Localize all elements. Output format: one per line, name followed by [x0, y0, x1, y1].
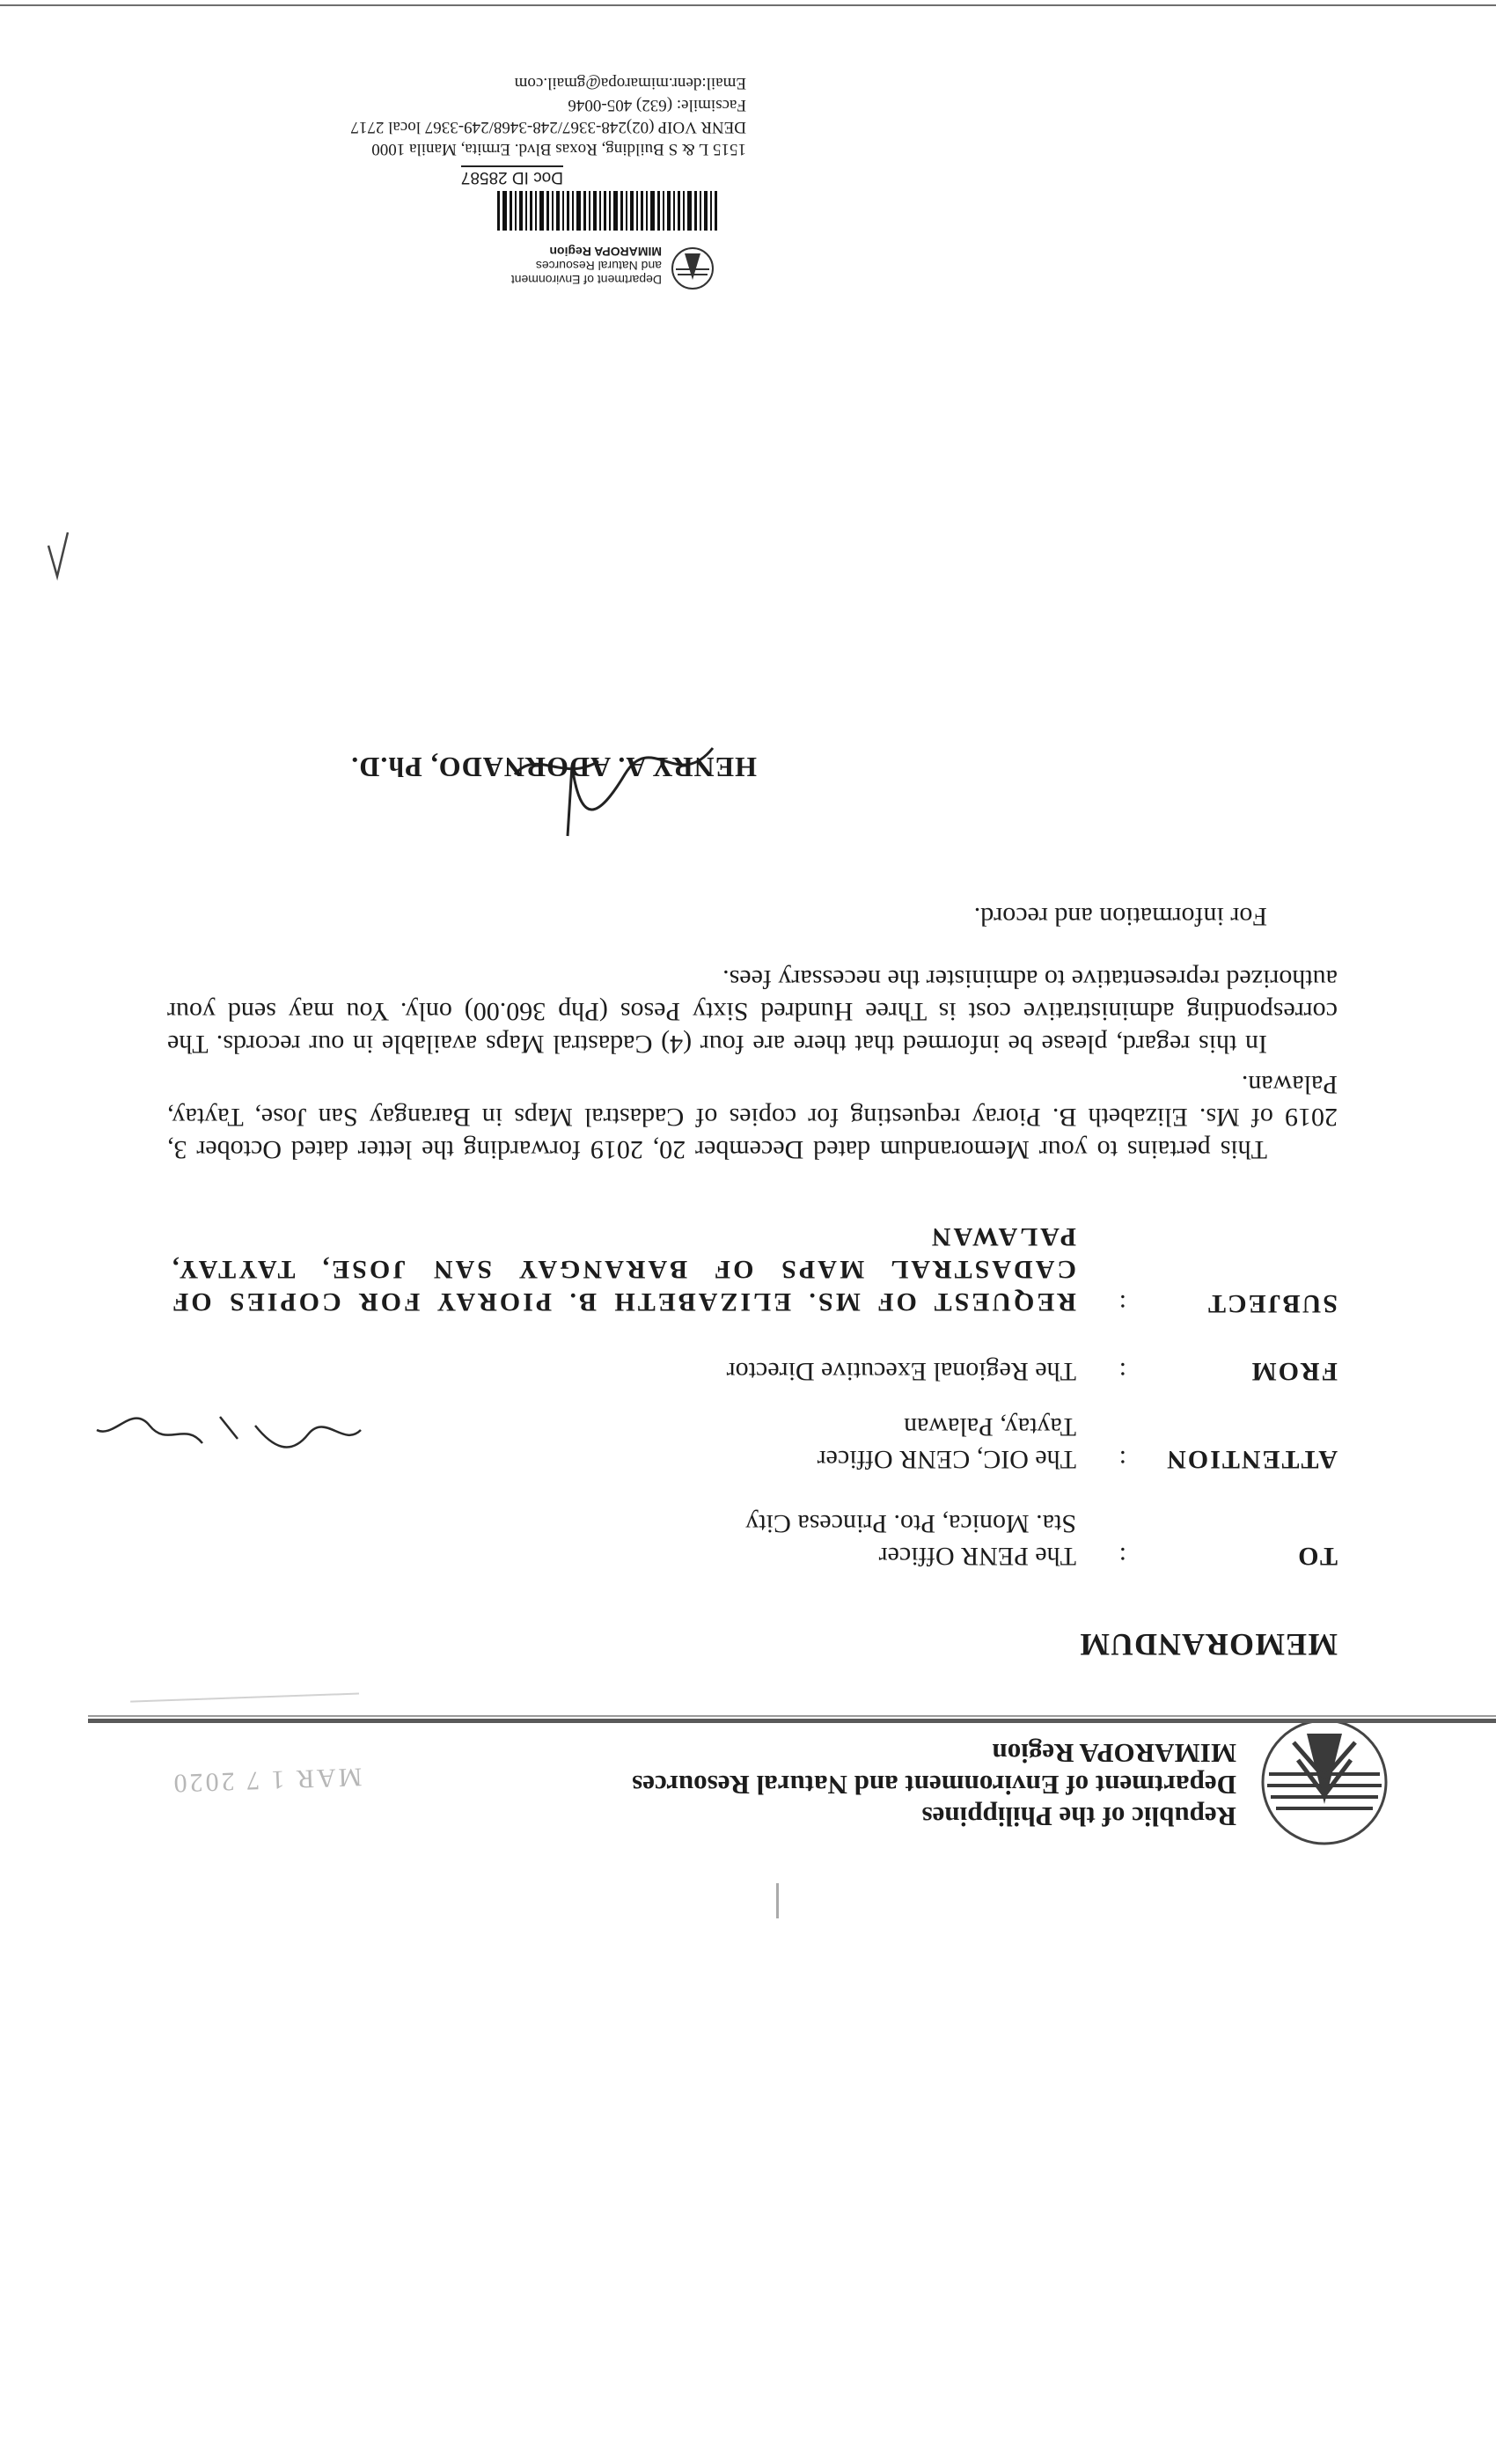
- attention-value-line1: The OIC, CENR Officer: [817, 1445, 1076, 1474]
- from-value: The Regional Executive Director: [726, 1357, 1076, 1386]
- to-value-line1: The PENR Officer: [878, 1542, 1076, 1571]
- scan-mark: [776, 1883, 779, 1918]
- attention-colon: :: [1118, 1445, 1126, 1474]
- from-label: FROM: [1250, 1357, 1338, 1386]
- to-label: TO: [1296, 1542, 1338, 1571]
- handwritten-note: [88, 1404, 370, 1465]
- page-title: MEMORANDUM: [1079, 1627, 1338, 1662]
- letterhead-region: MIMAROPA Region: [992, 1738, 1236, 1769]
- attention-label: ATTENTION: [1165, 1445, 1338, 1474]
- footer-department-line3: MIMAROPA Region: [549, 245, 662, 259]
- document-id: Doc ID 28587: [461, 165, 563, 187]
- footer-address-line1: 1515 L & S Building, Roxas Blvd. Ermita, Manila 1000: [371, 140, 746, 158]
- body-paragraph-3: For information and record.: [973, 902, 1267, 931]
- subject-value: REQUEST OF MS. ELIZABETH B. PIORAY FOR COPIES OF CADASTRAL MAPS OF BARANGAY SAN JOSE, TAYTAY, PALAWAN: [170, 1222, 1076, 1316]
- subject-colon: :: [1118, 1289, 1126, 1318]
- signatory-name: HENRY A. ADORNADO, Ph.D.: [350, 752, 757, 783]
- letterhead-department: Department of Environment and Natural Resources: [632, 1770, 1236, 1800]
- from-colon: :: [1118, 1357, 1126, 1386]
- denr-logo-icon: [1258, 1716, 1390, 1848]
- footer-address-line4: Email:denr.mimaropa@gmail.com: [514, 74, 746, 92]
- body-paragraph-1: This pertains to your Memorandum dated December 20, 2019 forwarding the letter dated October 3, 2019 of Ms. Elizabeth B. Pioray requesting for copies of Cadastral Maps in Barangay San Jose, Taytay, Palawan.: [167, 1070, 1338, 1164]
- subject-label: SUBJECT: [1206, 1289, 1338, 1318]
- footer-address-line3: Facsimile: (632) 405-0046: [568, 96, 746, 114]
- barcode: [497, 191, 717, 231]
- to-value-line2: Sta. Monica, Pto. Princesa City: [745, 1509, 1076, 1538]
- to-colon: :: [1118, 1542, 1126, 1571]
- denr-footer-logo-icon: [671, 246, 715, 290]
- body-paragraph-2: In this regard, please be informed that there are four (4) Cadastral Maps available in our records. The corresponding administrative cost is Three Hundred Sixty Pesos (Php 360.00) only. You may send your authorized representative to administer the necessary fees.: [167, 964, 1338, 1059]
- received-stamp: MAR 1 7 2020: [130, 1692, 363, 1799]
- footer-department-line2: and Natural Resources: [535, 259, 662, 273]
- scan-edge-line: [0, 4, 1496, 6]
- letterhead-republic: Republic of the Philippines: [921, 1801, 1236, 1832]
- attention-value-line2: Taytay, Palawan: [904, 1412, 1076, 1441]
- handwritten-signature: [502, 722, 730, 845]
- footer-address-line2: DENR VOIP (02)248-3367/248-3468/249-3367 local 2717: [350, 118, 746, 136]
- footer-department-line1: Department of Environment: [510, 273, 662, 287]
- handwritten-margin-mark: [40, 528, 75, 581]
